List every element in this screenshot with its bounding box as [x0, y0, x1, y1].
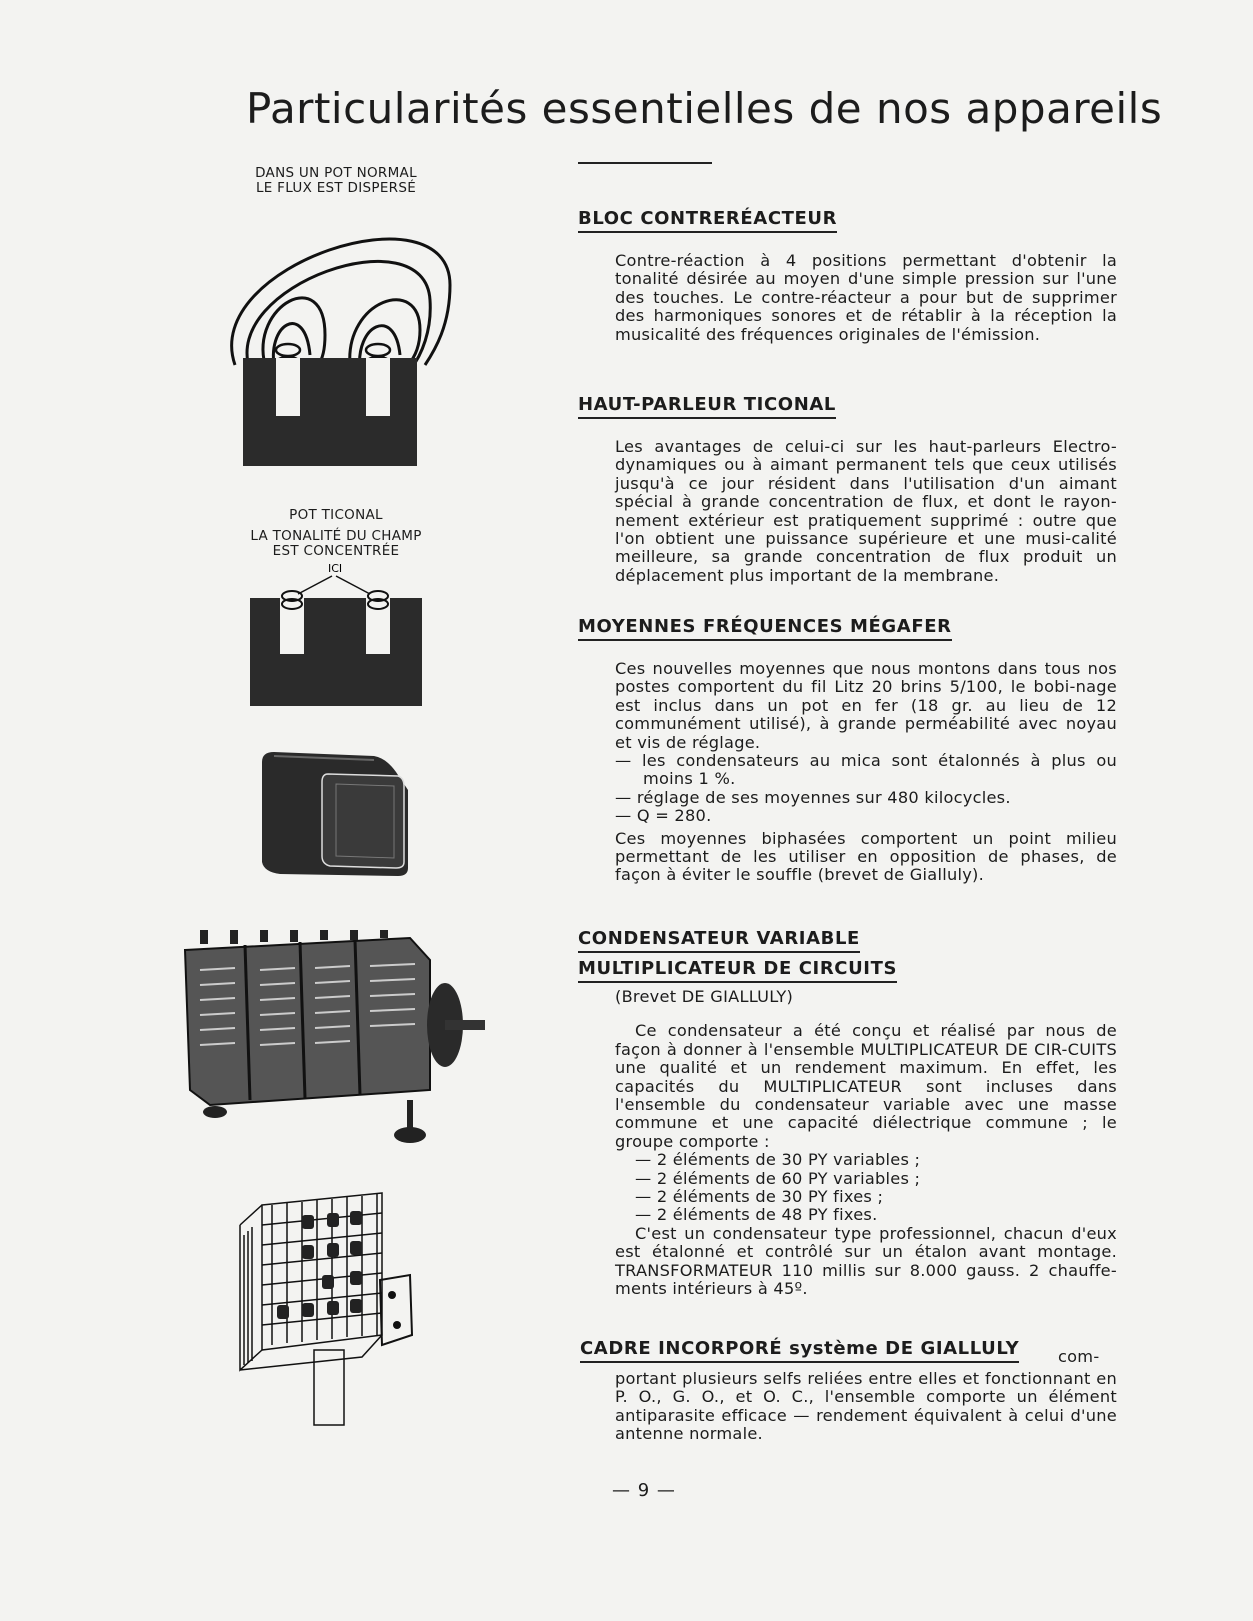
section-title-cadre: CADRE INCORPORÉ système DE GIALLULY: [580, 1338, 1019, 1363]
page-number: — 9 —: [612, 1480, 676, 1501]
paragraph: Contre-réaction à 4 positions permettant d'obtenir la tonalité désirée au moyen d'une simple pression sur l'une des touches. Le contre-réacteur a pour but de supprimer des harmoniques sonores et de rétablir à la réception la musicalité des fréquences originales de l'émission.: [615, 251, 1117, 344]
section-title-moyennes: MOYENNES FRÉQUENCES MÉGAFER: [578, 616, 952, 641]
caption-line: EST CONCENTRÉE: [272, 543, 400, 559]
paragraph: C'est un condensateur type professionnel, chacun d'eux est étalonné et contrôlé sur un étalon avant montage. TRANSFORMATEUR 110 millis sur 8.000 gauss. 2 chauffe-ments intérieurs à 45º.: [615, 1223, 1117, 1299]
variable-capacitor-illustration: [180, 930, 490, 1150]
caption-line: DANS UN POT NORMAL: [255, 165, 417, 181]
paragraph: portant plusieurs selfs reliées entre elles et fonctionnant en P. O., G. O., et O. C., l'ensemble comporte un élément antiparasite efficace — rendement équivalent à celui d'une antenne normale.: [615, 1369, 1117, 1444]
caption-pot-normal: [236, 166, 436, 196]
pot-normal-illustration: [210, 205, 460, 485]
section-title-condensateur-1: CONDENSATEUR VARIABLE: [578, 928, 860, 953]
list-item: — 2 éléments de 30 PY fixes ;: [635, 1187, 884, 1207]
list-item: — Q = 280.: [615, 806, 712, 826]
paragraph: Ces moyennes biphasées comportent un point milieu permettant de les utiliser en opposition de phases, de façon à éviter le souffle (brevet de Giallulу).: [615, 828, 1117, 885]
brevet-note: (Brevet DE GIALLULY): [615, 987, 794, 1006]
caption-line: POT TICONAL: [289, 507, 383, 523]
section-title-cadre-tail: com-: [1058, 1347, 1100, 1366]
list-item: — 2 éléments de 60 PY variables ;: [635, 1168, 921, 1188]
section-text-cadre: [615, 1370, 1117, 1444]
caption-line: LA TONALITÉ DU CHAMP: [250, 528, 422, 544]
section-title-condensateur-2: MULTIPLICATEUR DE CIRCUITS: [578, 958, 897, 983]
paragraph: Les avantages de celui-ci sur les haut-parleurs Electro-dynamiques ou à aimant permanent tels que ceux utilisés jusqu'à ce jour résident dans l'utilisation d'un aimant spécial à grande concentration de flux, et dont le rayon-nement extérieur est pratiquement supprimé : outre que l'on obtient une puissance supérieure et une musi-calité meilleure, sa grande concentration de flux produit un déplacement plus important de la membrane.: [615, 437, 1117, 585]
frame-antenna-illustration: [232, 1185, 422, 1435]
section-text-condensateur: [615, 988, 1117, 1299]
title-rule: [578, 162, 712, 164]
paragraph: Ce condensateur a été conçu et réalisé par nous de façon à donner à l'ensemble MULTIPLICATEUR DE CIR-CUITS une qualité et un rendement maximum. En effet, les capacités du MULTIPLICATEUR sont incluses dans l'ensemble du condensateur variable avec une masse commune et une capacité diélectrique commune ; le groupe comporte :: [615, 1021, 1117, 1151]
list-item: — réglage de ses moyennes sur 480 kilocycles.: [615, 787, 1011, 807]
pot-ticonal-illustration: [240, 560, 430, 710]
section-title-haut-parleur: HAUT-PARLEUR TICONAL: [578, 394, 836, 419]
ici-label: ICI: [328, 562, 343, 575]
page-title: Particularités essentielles de nos appareils: [246, 84, 1163, 133]
caption-pot-ticonal: [236, 508, 436, 559]
caption-line: LE FLUX EST DISPERSÉ: [255, 180, 417, 196]
section-text-haut-parleur: [615, 438, 1117, 585]
section-text-moyennes: [615, 660, 1117, 885]
list-item: — 2 éléments de 30 PY variables ;: [635, 1150, 921, 1170]
section-title-bloc: BLOC CONTRERÉACTEUR: [578, 208, 837, 233]
mf-transformer-can-illustration: [256, 750, 416, 880]
paragraph: Ces nouvelles moyennes que nous montons dans tous nos postes comportent du fil Litz 20 brins 5/100, le bobi-nage est inclus dans un pot en fer (18 gr. au lieu de 12 communément utilisé), à grande perméabilité avec noyau et vis de réglage.: [615, 659, 1117, 752]
list-item: — 2 éléments de 48 PY fixes.: [635, 1205, 878, 1225]
list-item: — les condensateurs au mica sont étalonnés à plus ou moins 1 %.: [615, 751, 1117, 789]
section-text-bloc: [615, 252, 1117, 344]
